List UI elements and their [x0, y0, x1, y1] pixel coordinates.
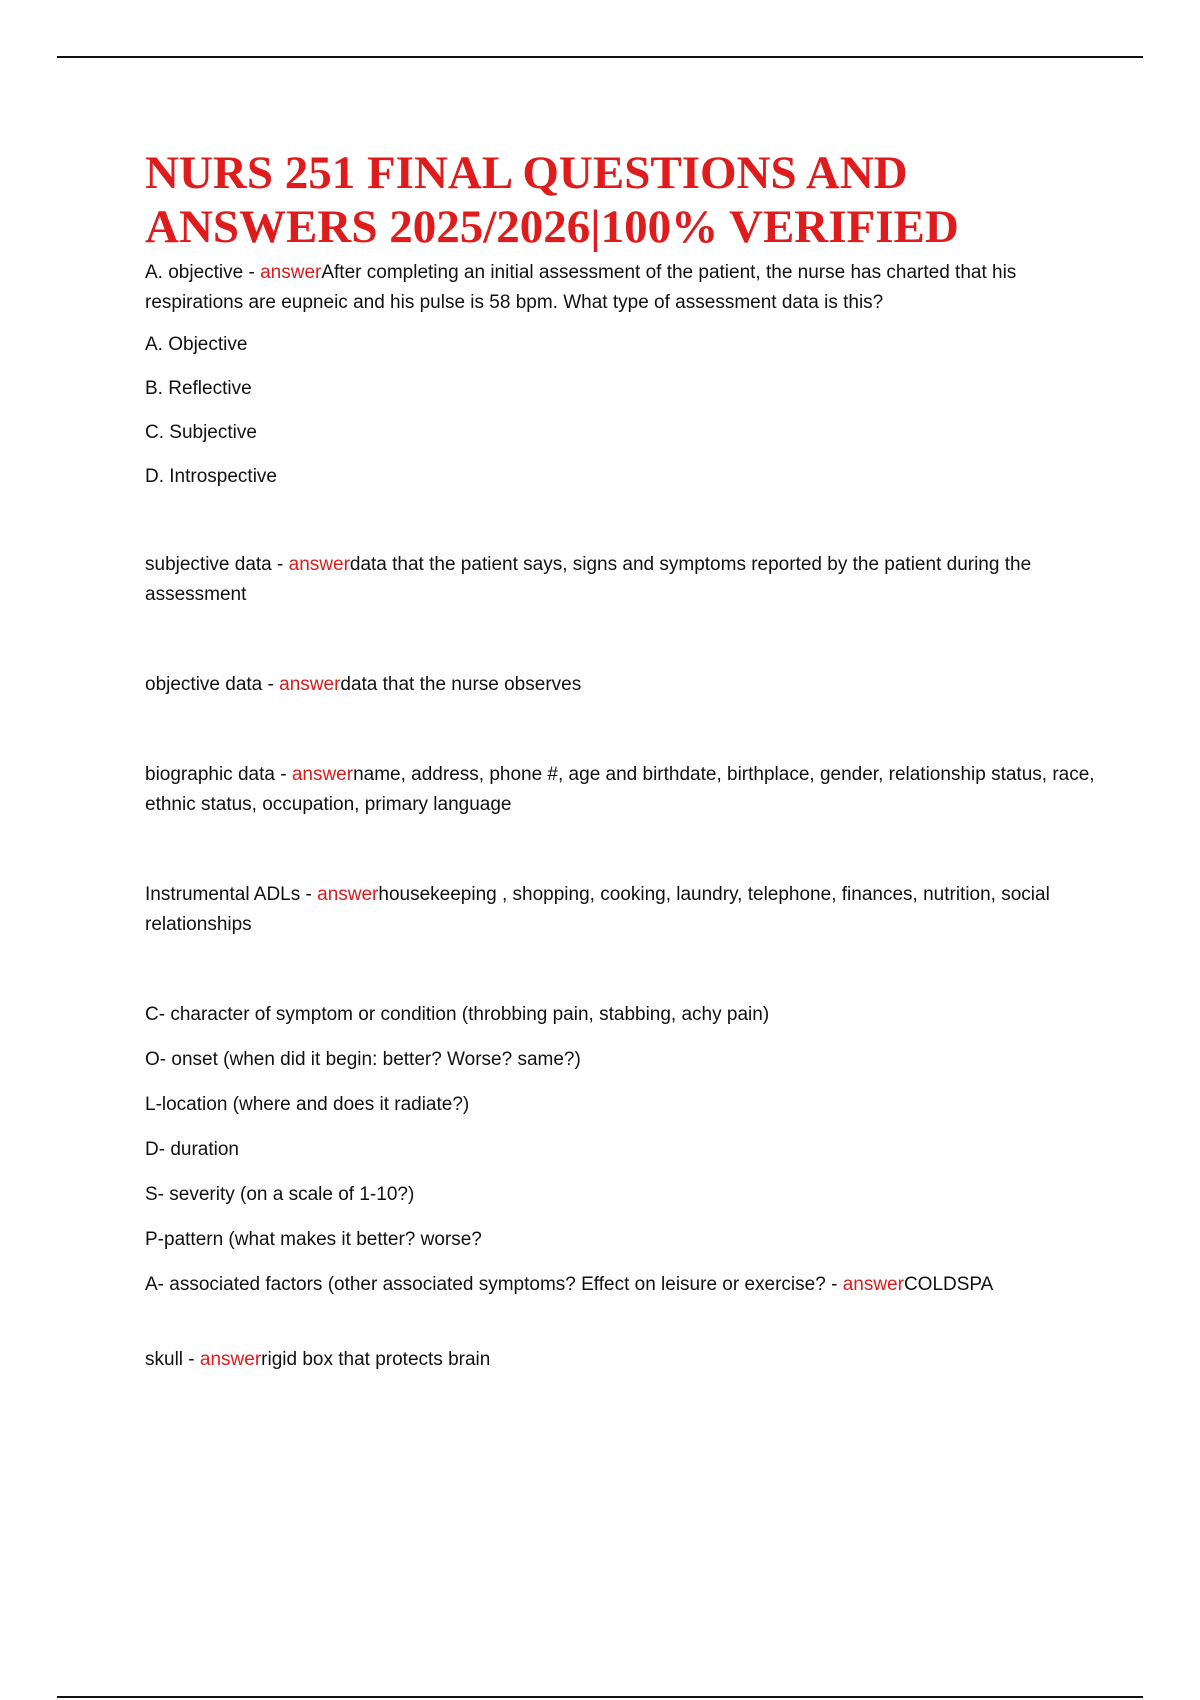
entry-term: subjective data -	[145, 554, 289, 575]
coldspa-item: L-location (where and does it radiate?)	[145, 1094, 470, 1115]
entry-instrumental-adls	[145, 880, 1095, 940]
entry-term: Instrumental ADLs -	[145, 884, 318, 905]
entry-biographic-data	[145, 760, 1095, 820]
coldspa-item: O- onset (when did it begin: better? Worse? same?)	[145, 1049, 581, 1070]
entry-term: skull -	[145, 1349, 200, 1370]
answer-label: answer	[279, 674, 341, 695]
q1-option: A. Objective	[145, 334, 248, 355]
coldspa-answer: COLDSPA	[903, 1274, 994, 1295]
document-body	[145, 146, 1095, 1375]
entry-text: name, address, phone #, age and birthdate, birthplace, gender, relationship status, race, ethnic status, occupation, primary language	[145, 764, 1095, 815]
q1-text: After completing an initial assessment of the patient, the nurse has charted that his respirations are eupneic and his pulse is 58 bpm. What type of assessment data is this?	[145, 262, 1017, 313]
entry-objective-data	[145, 670, 1095, 700]
entry-text: data that the patient says, signs and symptoms reported by the patient during the assessment	[145, 554, 1032, 605]
coldspa-item: P-pattern (what makes it better? worse?	[145, 1229, 482, 1250]
entry-text: rigid box that protects brain	[261, 1349, 491, 1370]
coldspa-item: S- severity (on a scale of 1-10?)	[145, 1184, 415, 1205]
title-line-2: ANSWERS 2025/2026|100% VERIFIED	[145, 201, 959, 253]
coldspa-item: C- character of symptom or condition (throbbing pain, stabbing, achy pain)	[145, 1004, 770, 1025]
answer-label: answer	[291, 764, 354, 785]
page-title	[145, 146, 1095, 254]
answer-label: answer	[842, 1274, 904, 1295]
q1-term: A. objective -	[145, 262, 261, 283]
coldspa-item: D- duration	[145, 1139, 239, 1160]
answer-label: answer	[260, 262, 322, 283]
entry-skull	[145, 1345, 1095, 1375]
title-line-1: NURS 251 FINAL QUESTIONS AND	[145, 147, 908, 199]
answer-label: answer	[199, 1349, 262, 1370]
answer-label: answer	[288, 554, 350, 575]
bottom-rule	[57, 1696, 1143, 1698]
q1-option: B. Reflective	[145, 378, 252, 399]
question-1	[145, 258, 1095, 318]
answer-label: answer	[317, 884, 379, 905]
entry-term: objective data -	[145, 674, 280, 695]
entry-text: housekeeping , shopping, cooking, laundry, telephone, finances, nutrition, social relationships	[145, 884, 1050, 935]
coldspa-list	[145, 1000, 1095, 1300]
top-rule	[57, 56, 1143, 58]
entry-text: data that the nurse observes	[340, 674, 582, 695]
coldspa-item-last	[145, 1270, 1095, 1300]
q1-option: D. Introspective	[145, 466, 277, 487]
entry-term: biographic data -	[145, 764, 292, 785]
entry-subjective-data	[145, 550, 1095, 610]
q1-option: C. Subjective	[145, 422, 257, 443]
q1-options	[145, 330, 1095, 492]
coldspa-last-term: A- associated factors (other associated symptoms? Effect on leisure or exercise? -	[145, 1274, 843, 1295]
